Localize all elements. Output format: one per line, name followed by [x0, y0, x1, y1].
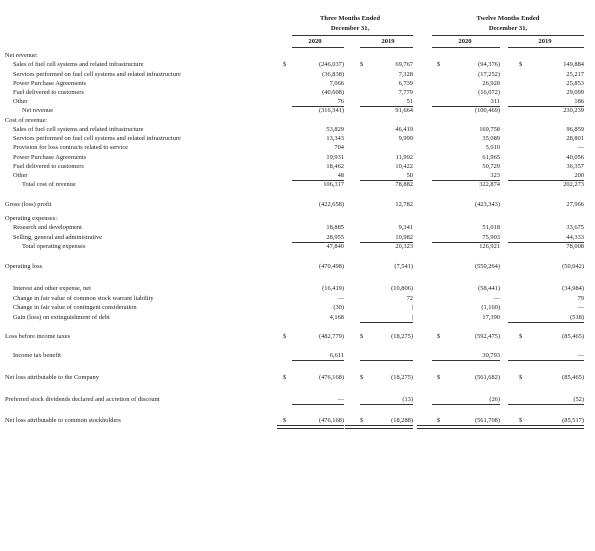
subtotal-rule	[360, 180, 413, 181]
currency-symbol: $	[519, 61, 523, 68]
row-value: 28,801	[566, 135, 584, 142]
row-value: 76	[337, 98, 344, 105]
subtotal-rule	[292, 106, 344, 107]
subtotal-rule	[432, 180, 500, 181]
subtotal-rule	[508, 404, 584, 405]
row-value: 96,859	[566, 126, 584, 133]
row-value: (17,252)	[478, 71, 500, 78]
row-value: 26,920	[482, 80, 500, 87]
subtotal-rule	[432, 106, 500, 107]
row-value: 50,729	[482, 163, 500, 170]
row-value: (476,168)	[318, 417, 344, 424]
subtotal-rule	[292, 180, 344, 181]
subtotal-rule	[508, 242, 584, 243]
row-value: (470,498)	[318, 263, 344, 270]
row-value: (246,037)	[318, 61, 344, 68]
row-value: (40,608)	[322, 89, 344, 96]
row-label: Sales of fuel cell systems and related infrastructure	[13, 61, 144, 68]
row-value: 48	[337, 172, 344, 179]
row-value: 323	[490, 172, 500, 179]
row-value: (50,042)	[562, 263, 584, 270]
row-value: 322,874	[479, 181, 500, 188]
subtotal-rule	[508, 360, 584, 361]
total-double-rule	[417, 425, 500, 429]
row-value: 27,966	[566, 201, 584, 208]
row-value: —	[577, 304, 584, 311]
row-value: 6,611	[329, 352, 344, 359]
col-header-q-2019: 2019	[381, 38, 395, 45]
row-label: Net loss attributable to the Company	[5, 374, 99, 381]
currency-symbol: $	[519, 417, 523, 424]
subtotal-rule	[360, 242, 413, 243]
subtotal-rule	[432, 242, 500, 243]
row-value: —	[577, 352, 584, 359]
row-value: —	[493, 295, 500, 302]
currency-symbol: $	[360, 333, 364, 340]
row-value: 186	[574, 98, 584, 105]
col-header-y-2019: 2019	[538, 38, 552, 45]
row-label: Total operating expenses	[22, 243, 86, 250]
currency-symbol: $	[283, 333, 287, 340]
currency-symbol: $	[283, 61, 287, 68]
row-value: (85,465)	[562, 374, 584, 381]
currency-symbol: $	[437, 61, 441, 68]
currency-symbol: $	[360, 417, 364, 424]
row-value: (16,072)	[478, 89, 500, 96]
row-label: Net revenue	[22, 107, 54, 114]
currency-symbol: $	[519, 333, 523, 340]
row-value: (100,469)	[474, 107, 500, 114]
subtotal-rule	[432, 404, 500, 405]
row-value: (85,517)	[562, 417, 584, 424]
row-value: 53,829	[326, 126, 344, 133]
row-value: 126,921	[479, 243, 500, 250]
row-value: (36,838)	[322, 71, 344, 78]
row-value: 78,882	[395, 181, 413, 188]
header-underline-three-months	[292, 35, 413, 36]
row-value: |	[411, 304, 413, 311]
col-underline-y-2020	[432, 47, 500, 48]
row-value: —	[337, 295, 344, 302]
row-value: (476,168)	[318, 374, 344, 381]
row-value: 200	[574, 172, 584, 179]
row-label: Power Purchase Agreements	[13, 80, 87, 87]
currency-symbol: $	[283, 374, 287, 381]
row-value: (85,465)	[562, 333, 584, 340]
row-value: 40,056	[566, 154, 584, 161]
row-value: (561,682)	[474, 374, 500, 381]
row-label: Total cost of revenue	[22, 181, 76, 188]
row-value: 28,955	[326, 234, 344, 241]
row-value: |	[411, 314, 413, 321]
row-value: (94,376)	[478, 61, 500, 68]
row-value: 169,758	[479, 126, 500, 133]
row-value: 18,462	[326, 163, 344, 170]
row-value: 51	[406, 98, 413, 105]
row-label: Operating expenses:	[5, 215, 57, 222]
total-double-rule	[493, 425, 584, 429]
col-underline-y-2019	[508, 47, 584, 48]
subtotal-rule	[432, 360, 500, 361]
row-label: Other	[13, 172, 28, 179]
currency-symbol: $	[519, 374, 523, 381]
row-value: (518)	[570, 314, 584, 321]
row-value: 10,422	[395, 163, 413, 170]
row-label: Gross (loss) profit	[5, 201, 52, 208]
row-value: 75,903	[482, 234, 500, 241]
row-label: Income tax benefit	[13, 352, 61, 359]
row-value: 202,273	[563, 181, 584, 188]
row-label: Sales of fuel cell systems and related infrastructure	[13, 126, 144, 133]
header-underline-twelve-months	[432, 35, 584, 36]
row-value: 704	[334, 144, 344, 151]
total-double-rule	[277, 425, 344, 429]
row-label: Net loss attributable to common stockholders	[5, 417, 121, 424]
row-value: 69,767	[395, 61, 413, 68]
row-value: —	[577, 144, 584, 151]
subtotal-rule	[292, 242, 344, 243]
subtotal-rule	[508, 322, 584, 323]
row-value: 7,779	[398, 89, 413, 96]
row-value: 50	[406, 172, 413, 179]
row-value: (18,275)	[391, 374, 413, 381]
header-twelve-months: Twelve Months Ended	[476, 15, 540, 22]
currency-symbol: $	[360, 374, 364, 381]
row-value: (1,160)	[481, 304, 500, 311]
total-double-rule	[345, 425, 413, 429]
row-value: (422,658)	[318, 201, 344, 208]
row-value: 36,357	[566, 163, 584, 170]
row-value: (52)	[573, 396, 584, 403]
row-label: Services performed on fuel cell systems and related infrastructure	[13, 71, 181, 78]
row-value: (34,984)	[562, 285, 584, 292]
row-value: 44,333	[566, 234, 584, 241]
col-underline-q-2020	[292, 47, 344, 48]
row-value: 6,739	[398, 80, 413, 87]
row-value: 61,965	[482, 154, 500, 161]
subtotal-rule	[508, 180, 584, 181]
subtotal-rule	[360, 322, 413, 323]
header-twelve-months-date: December 31,	[488, 25, 528, 32]
subtotal-rule	[508, 106, 584, 107]
currency-symbol: $	[360, 61, 364, 68]
row-value: 47,840	[326, 243, 344, 250]
row-value: 10,982	[395, 234, 413, 241]
row-value: —	[337, 396, 344, 403]
row-value: 12,782	[395, 201, 413, 208]
row-value: 79	[577, 295, 584, 302]
row-label: Change in fair value of contingent consideration	[13, 304, 137, 311]
row-label: Power Purchase Agreements	[13, 154, 87, 161]
row-label: Fuel delivered to customers	[13, 163, 84, 170]
col-header-q-2020: 2020	[308, 38, 322, 45]
row-value: 33,675	[566, 224, 584, 231]
row-label: Gain (loss) on extinguishment of debt	[13, 314, 110, 321]
row-value: 230,239	[563, 107, 584, 114]
currency-symbol: $	[437, 417, 441, 424]
row-label: Provision for loss contracts related to service	[13, 144, 129, 151]
col-header-y-2020: 2020	[458, 38, 472, 45]
row-value: 29,099	[566, 89, 584, 96]
row-label: Preferred stock dividends declared and accretion of discount	[5, 396, 160, 403]
row-label: Loss before income taxes	[5, 333, 71, 340]
subtotal-rule	[360, 360, 413, 361]
row-value: (18,275)	[391, 333, 413, 340]
row-label: Cost of revenue:	[5, 117, 48, 124]
row-value: 11,992	[395, 154, 413, 161]
header-three-months-date: December 31,	[330, 25, 370, 32]
subtotal-rule	[360, 404, 413, 405]
row-label: Selling, general and administrative	[13, 234, 103, 241]
row-value: (561,708)	[474, 417, 500, 424]
row-value: 311	[490, 98, 500, 105]
row-value: 9,341	[398, 224, 413, 231]
row-value: 30,793	[482, 352, 500, 359]
row-label: Research and development	[13, 224, 82, 231]
row-value: 51,018	[482, 224, 500, 231]
currency-symbol: $	[437, 374, 441, 381]
row-value: (30)	[333, 304, 344, 311]
row-value: (550,264)	[474, 263, 500, 270]
row-value: 72	[406, 295, 413, 302]
row-value: 20,323	[395, 243, 413, 250]
row-value: (423,343)	[474, 201, 500, 208]
row-value: 7,328	[398, 71, 413, 78]
row-value: 18,885	[326, 224, 344, 231]
row-value: (13)	[402, 396, 413, 403]
row-label: Fuel delivered to customers	[13, 89, 84, 96]
row-value: 7,066	[329, 80, 344, 87]
currency-symbol: $	[283, 417, 287, 424]
row-value: 46,419	[395, 126, 413, 133]
subtotal-rule	[360, 106, 413, 107]
currency-symbol: $	[437, 333, 441, 340]
row-value: 78,008	[566, 243, 584, 250]
subtotal-rule	[292, 360, 344, 361]
row-value: 35,089	[482, 135, 500, 142]
row-value: (7,541)	[394, 263, 413, 270]
row-label: Net revenue:	[5, 52, 38, 59]
subtotal-rule	[292, 404, 344, 405]
row-value: 17,390	[482, 314, 500, 321]
col-underline-q-2019	[360, 47, 413, 48]
row-value: (18,288)	[391, 417, 413, 424]
row-value: 149,884	[563, 61, 584, 68]
row-value: (58,441)	[478, 285, 500, 292]
row-value: (482,779)	[318, 333, 344, 340]
row-label: Operating loss	[5, 263, 43, 270]
row-value: 106,317	[323, 181, 344, 188]
row-label: Services performed on fuel cell systems and related infrastructure	[13, 135, 181, 142]
row-label: Change in fair value of common stock warrant liability	[13, 295, 154, 302]
row-value: 91,664	[395, 107, 413, 114]
row-value: 4,168	[329, 314, 344, 321]
row-value: 13,343	[326, 135, 344, 142]
row-value: 9,999	[398, 135, 413, 142]
row-value: (16,419)	[322, 285, 344, 292]
row-value: 5,010	[485, 144, 500, 151]
row-value: (10,806)	[391, 285, 413, 292]
row-label: Other	[13, 98, 28, 105]
row-value: 25,217	[566, 71, 584, 78]
row-label: Interest and other expense, net	[13, 285, 91, 292]
row-value: (592,475)	[474, 333, 500, 340]
row-value: 25,853	[566, 80, 584, 87]
row-value: (26)	[489, 396, 500, 403]
row-value: (316,341)	[318, 107, 344, 114]
row-value: 19,931	[326, 154, 344, 161]
header-three-months: Three Months Ended	[320, 15, 380, 22]
